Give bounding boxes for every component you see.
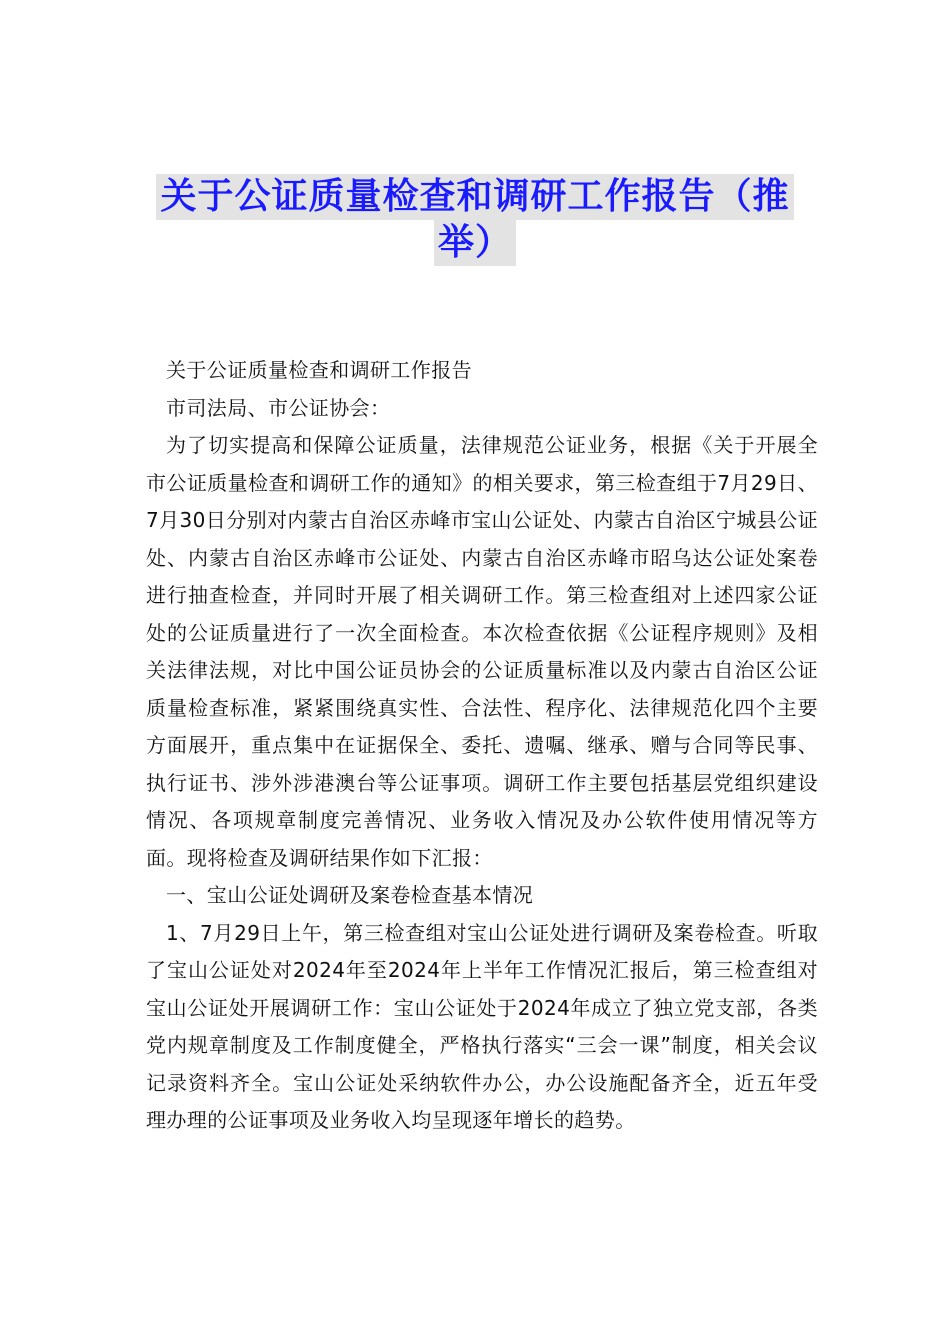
section-1-paragraph: 1、7月29日上午，第三检查组对宝山公证处进行调研及案卷检查。听取了宝山公证处对2024年至2024年上半年工作情况汇报后，第三检查组对宝山公证处开展调研工作：宝山公证处于2024年成立了独立党支部，各类党内规章制度及工作制度健全，严格执行落实“三会一课”制度，相关会议记录资料齐全。宝山公证处采纳软件办公，办公设施配备齐全，近五年受理办理的公证事项及业务收入均呈现逐年增长的趋势。 (146, 920, 818, 1132)
document-body (146, 352, 818, 1140)
title-line-1: 关于公证质量检查和调研工作报告（推 (156, 174, 793, 220)
title-line-2: 举） (434, 220, 516, 266)
section-heading-1: 一、宝山公证处调研及案卷检查基本情况 (166, 883, 534, 907)
intro-paragraph: 为了切实提高和保障公证质量，法律规范公证业务，根据《关于开展全市公证质量检查和调研工作的通知》的相关要求，第三检查组于7月29日、7月30日分别对内蒙古自治区赤峰市宝山公证处、内蒙古自治区宁城县公证处、内蒙古自治区赤峰市公证处、内蒙古自治区赤峰市昭乌达公证处案卷进行抽查检查，并同时开展了相关调研工作。第三检查组对上述四家公证处的公证质量进行了一次全面检查。本次检查依据《公证程序规则》及相关法律法规，对比中国公证员协会的公证质量标准以及内蒙古自治区公证质量检查标准，紧紧围绕真实性、合法性、程序化、法律规范化四个主要方面展开，重点集中在证据保全、委托、遗嘱、继承、赠与合同等民事、执行证书、涉外涉港澳台等公证事项。调研工作主要包括基层党组织建设情况、各项规章制度完善情况、业务收入情况及办公软件使用情况等方面。现将检查及调研结果作如下汇报： (146, 433, 818, 870)
report-heading: 关于公证质量检查和调研工作报告 (166, 358, 472, 382)
document-title (0, 174, 950, 266)
salutation: 市司法局、市公证协会： (166, 395, 391, 420)
